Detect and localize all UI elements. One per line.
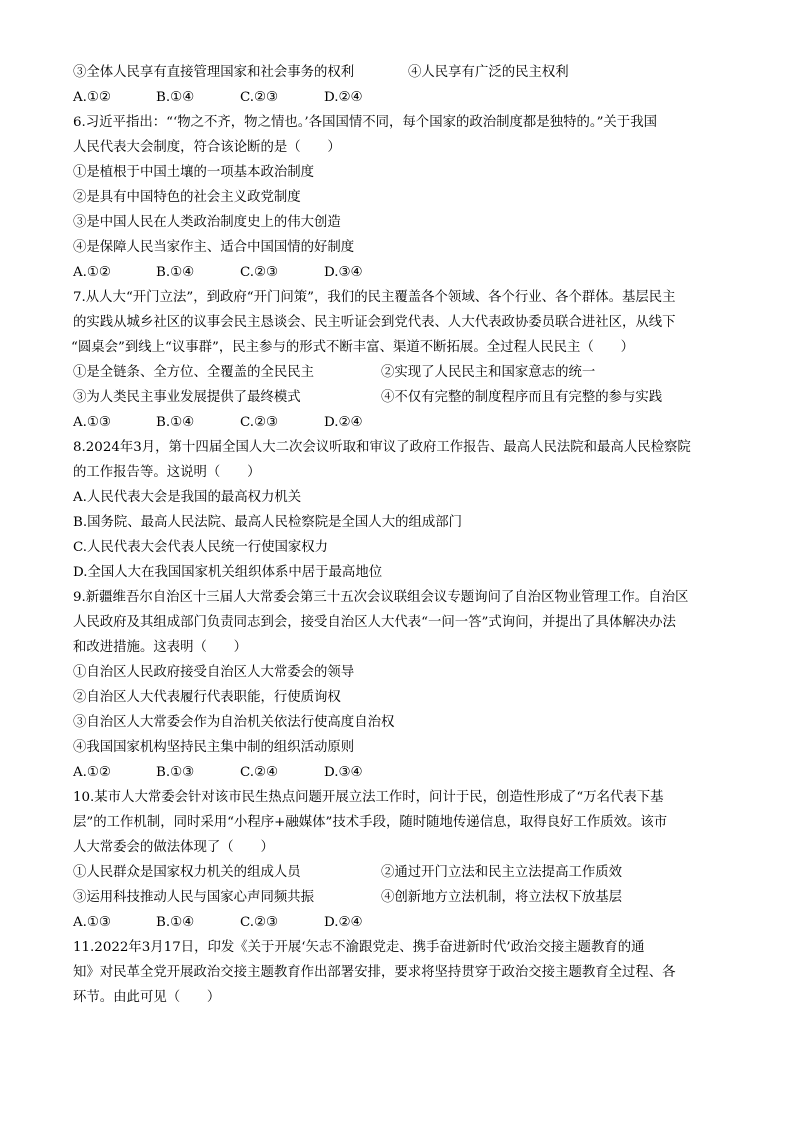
q6-item-1: ①是植根于中国土壤的一项基本政治制度 [73, 165, 315, 180]
q9-option-d: D.③④ [324, 765, 363, 780]
q7-stem-cont-2: “圆桌会”到线上“议事群”，民主参与的形式不断丰富、渠道不断拓展。全过程人民民主（ ） [71, 340, 635, 355]
q5-item-4: ④人民享有广泛的民主权利 [408, 65, 569, 80]
q9-stem: 9.新疆维吾尔自治区十三届人大常委会第三十五次会议联组会议专题询问了自治区物业管理工作。自治区 [73, 590, 689, 605]
q9-item-4: ④我国国家机构坚持民主集中制的组织活动原则 [73, 740, 355, 755]
q9-item-1: ①自治区人民政府接受自治区人大常委会的领导 [73, 665, 355, 680]
q11-stem-cont-1: 知》对民革全党开展政治交接主题教育作出部署安排，要求将坚持贯穿于政治交接主题教育全过程、各 [73, 965, 676, 980]
q10-item-4: ④创新地方立法机制，将立法权下放基层 [381, 890, 623, 905]
q6-option-c: C.②③ [240, 265, 279, 280]
q7-option-d: D.②④ [324, 415, 363, 430]
q7-option-a: A.①③ [73, 415, 111, 430]
q5-option-c: C.②③ [240, 90, 279, 105]
q10-item-2: ②通过开门立法和民主立法提高工作质效 [381, 865, 623, 880]
q9-option-c: C.②④ [240, 765, 279, 780]
q6-option-b: B.①④ [156, 265, 195, 280]
q10-option-a: A.①③ [73, 915, 111, 930]
q5-item-3: ③全体人民享有直接管理国家和社会事务的权利 [73, 65, 355, 80]
q11-stem-cont-2: 环节。由此可见（ ） [73, 990, 221, 1005]
q7-item-4: ④不仅有完整的制度程序而且有完整的参与实践 [381, 390, 663, 405]
q7-option-c: C.②③ [240, 415, 279, 430]
q5-option-b: B.①④ [156, 90, 195, 105]
q6-stem: 6.习近平指出：“‘物之不齐，物之情也。’各国国情不同，每个国家的政治制度都是独特的。”关于我国 [73, 115, 657, 130]
q10-stem-cont-2: 人大常委会的做法体现了（ ） [73, 840, 274, 855]
q7-option-b: B.①④ [156, 415, 195, 430]
q10-option-d: D.②④ [324, 915, 363, 930]
q6-item-4: ④是保障人民当家作主、适合中国国情的好制度 [73, 240, 355, 255]
q9-option-b: B.①③ [156, 765, 195, 780]
q11-stem: 11.2022年3月17日，印发《关于开展‘矢志不渝跟党走、携手奋进新时代’政治交接主题教育的通 [73, 940, 645, 955]
q10-item-1: ①人民群众是国家权力机关的组成人员 [73, 865, 301, 880]
q10-option-b: B.①④ [156, 915, 195, 930]
q6-item-2: ②是具有中国特色的社会主义政党制度 [73, 190, 301, 205]
q7-item-2: ②实现了人民民主和国家意志的统一 [381, 365, 596, 380]
q10-stem-cont-1: 层”的工作机制，同时采用“小程序+融媒体”技术手段，随时随地传递信息，取得良好工作质效。该市 [73, 815, 668, 830]
q10-stem: 10.某市人大常委会针对该市民生热点问题开展立法工作时，问计于民，创造性形成了“万名代表下基 [73, 790, 664, 805]
q9-item-2: ②自治区人大代表履行代表职能，行使质询权 [73, 690, 341, 705]
q6-item-3: ③是中国人民在人类政治制度史上的伟大创造 [73, 215, 341, 230]
q6-stem-cont: 人民代表大会制度，符合该论断的是（ ） [73, 140, 341, 155]
q6-option-d: D.③④ [324, 265, 363, 280]
q10-option-c: C.②③ [240, 915, 279, 930]
q8-stem-cont: 的工作报告等。这说明（ ） [73, 465, 261, 480]
q9-item-3: ③自治区人大常委会作为自治机关依法行使高度自治权 [73, 715, 395, 730]
q8-choice-a: A.人民代表大会是我国的最高权力机关 [73, 490, 302, 505]
q8-choice-c: C.人民代表大会代表人民统一行使国家权力 [73, 540, 329, 555]
q7-item-1: ①是全链条、全方位、全覆盖的全民民主 [73, 365, 315, 380]
q5-option-d: D.②④ [324, 90, 363, 105]
q5-option-a: A.①② [73, 90, 111, 105]
q8-stem: 8.2024年3月，第十四届全国人大二次会议听取和审议了政府工作报告、最高人民法院和最高人民检察院 [73, 440, 691, 455]
q9-stem-cont-1: 人民政府及其组成部门负责同志到会，接受自治区人大代表“一问一答”式询问，并提出了具体解决办法 [73, 615, 676, 630]
q6-option-a: A.①② [73, 265, 111, 280]
q7-stem: 7.从人大“开门立法”，到政府“开门问策”，我们的民主覆盖各个领域、各个行业、各个群体。基层民主 [73, 290, 676, 305]
q8-choice-d: D.全国人大在我国国家机关组织体系中居于最高地位 [73, 565, 383, 580]
q9-option-a: A.①② [73, 765, 111, 780]
q7-item-3: ③为人类民主事业发展提供了最终模式 [73, 390, 301, 405]
q10-item-3: ③运用科技推动人民与国家心声同频共振 [73, 890, 315, 905]
q9-stem-cont-2: 和改进措施。这表明（ ） [73, 640, 248, 655]
q7-stem-cont-1: 的实践从城乡社区的议事会民主恳谈会、民主听证会到党代表、人大代表政协委员联合进社区，从线下 [73, 315, 676, 330]
q8-choice-b: B.国务院、最高人民法院、最高人民检察院是全国人大的组成部门 [73, 515, 463, 530]
